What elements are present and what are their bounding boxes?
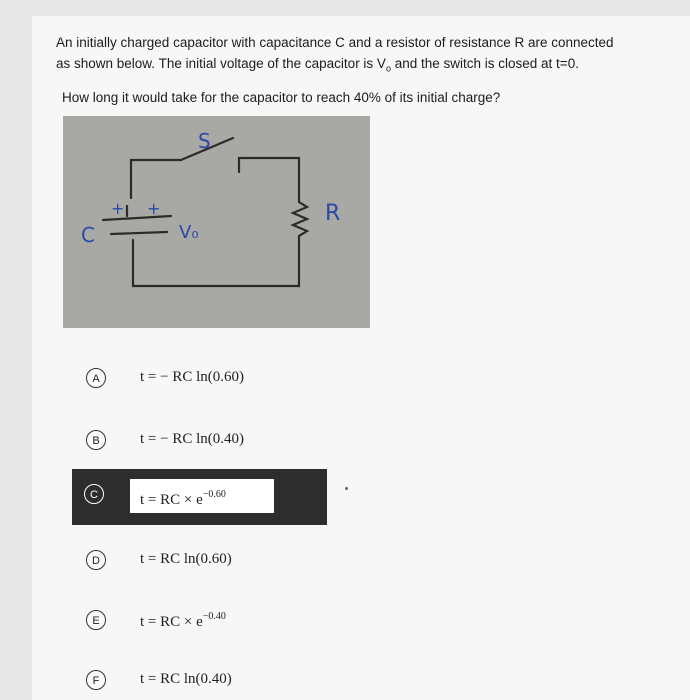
resistor-label: R: [325, 201, 341, 226]
circuit-diagram-photo: [63, 116, 370, 328]
option-e-formula-base: t = RC × e: [140, 614, 203, 630]
option-c-formula: [140, 489, 226, 509]
plus-right: +: [147, 199, 161, 218]
option-c-badge: C: [84, 484, 104, 504]
question-line-2: [56, 53, 676, 80]
voltage-subscript: o: [385, 63, 391, 74]
option-d-badge: D: [86, 550, 106, 570]
option-f-formula: t = RC ln(0.40): [140, 671, 232, 687]
option-c[interactable]: [72, 469, 327, 525]
option-c-formula-base: t = RC × e: [140, 492, 203, 508]
option-f[interactable]: [76, 664, 328, 694]
option-a-badge: A: [86, 368, 106, 388]
capacitor-label: C: [81, 223, 95, 247]
option-a[interactable]: [76, 362, 328, 392]
question-text: [56, 32, 676, 80]
option-b-badge: B: [86, 430, 106, 450]
question-line-1: An initially charged capacitor with capacitance C and a resistor of resistance R are connected: [56, 35, 614, 50]
question-line-2-tail: and the switch is closed at t=0.: [390, 56, 579, 71]
option-d[interactable]: [76, 544, 328, 574]
option-e-badge: E: [86, 610, 106, 630]
option-e-formula: [140, 611, 226, 631]
option-f-badge: F: [86, 670, 106, 690]
option-b[interactable]: [76, 424, 328, 454]
circuit-diagram: [63, 116, 370, 328]
cursor-dot: [345, 487, 348, 490]
plus-left: +: [111, 199, 125, 218]
option-c-formula-box: [130, 479, 274, 513]
option-e-formula-exp: −0.40: [202, 611, 226, 622]
question-line-2-text: as shown below. The initial voltage of the capacitor is V: [56, 56, 386, 71]
voltage-label: V₀: [179, 222, 199, 243]
option-a-formula: t = − RC ln(0.60): [140, 369, 245, 385]
option-b-formula: t = − RC ln(0.40): [140, 431, 245, 447]
option-d-formula: t = RC ln(0.60): [140, 551, 232, 567]
switch-label: S: [198, 129, 211, 153]
option-e[interactable]: [76, 604, 328, 634]
question-line-3: How long it would take for the capacitor to reach 40% of its initial charge?: [62, 90, 501, 105]
option-c-formula-exp: −0.60: [202, 489, 226, 500]
